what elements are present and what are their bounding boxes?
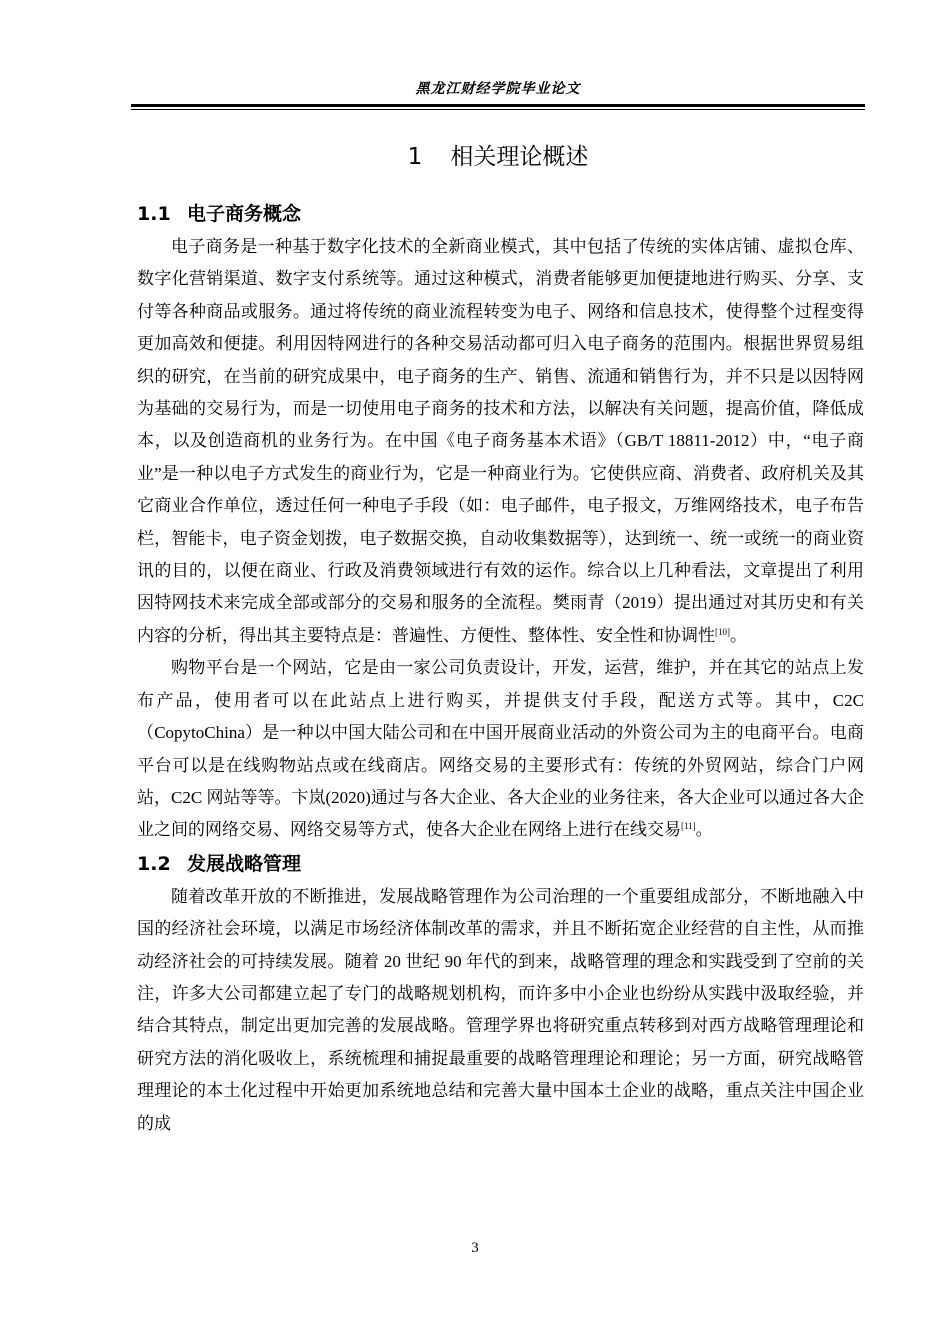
page-number: 3 bbox=[471, 1240, 479, 1256]
paragraph bbox=[137, 652, 864, 846]
body-content bbox=[137, 197, 864, 1140]
citation-ref: [11] bbox=[681, 821, 696, 832]
section-heading bbox=[137, 847, 864, 881]
section-title: 电子商务概念 bbox=[187, 203, 302, 225]
paragraph-text: 随着改革开放的不断推进，发展战略管理作为公司治理的一个重要组成部分，不断地融入中国的经济社会环境，以满足市场经济体制改革的需求，并且不断拓宽企业经营的自主性，从而推动经济社会的可持续发展。随着 20 世纪 90 年代的到来，战略管理的理念和实践受到了空前的关注，许多大公司都建立起了专门的战略规划机构，而许多中小企业也纷纷从实践中汲取经验，并结合其特点，制定出更加完善的发展战略。管理学界也将研究重点转移到对西方战略管理理论和研究方法的消化吸收上，系统梳理和捕捉最重要的战略管理理论和理论；另一方面，研究战略管理理论的本土化过程中开始更加系统地总结和完善大量中国本土企业的战略，重点关注中国企业的成 bbox=[137, 886, 864, 1133]
paragraph bbox=[137, 231, 864, 652]
chapter-number: 1 bbox=[407, 144, 423, 170]
section-heading bbox=[137, 197, 864, 231]
header-rule bbox=[131, 104, 865, 110]
running-header: 黑龙江财经学院毕业论文 bbox=[415, 81, 581, 97]
paragraph bbox=[137, 881, 864, 1140]
section-number: 1.2 bbox=[137, 852, 171, 875]
paragraph-end: 。 bbox=[695, 820, 713, 840]
chapter-title bbox=[131, 138, 865, 171]
section-title: 发展战略管理 bbox=[187, 852, 302, 875]
paragraph-text: 购物平台是一个网站，它是由一家公司负责设计，开发，运营，维护，并在其它的站点上发布产品，使用者可以在此站点上进行购买，并提供支付手段，配送方式等。其中，C2C （CopytoChina）是一种以中国大陆公司和在中国开展商业活动的外资公司为主的电商平台。电商平台可以是在线购物站点或在线商店。网络交易的主要形式有：传统的外贸网站，综合门户网站，C2C 网站等等。卞岚(2020)通过与各大企业、各大企业的业务往来，各大企业可以通过各大企业之间的网络交易、网络交易等方式，使各大企业在网络上进行在线交易 bbox=[137, 658, 864, 840]
chapter-title-text: 相关理论概述 bbox=[450, 144, 589, 170]
citation-ref: [10] bbox=[715, 626, 730, 637]
paragraph-text: 电子商务是一种基于数字化技术的全新商业模式，其中包括了传统的实体店铺、虚拟仓库、数字化营销渠道、数字支付系统等。通过这种模式，消费者能够更加便捷地进行购买、分享、支付等各种商品或服务。通过将传统的商业流程转变为电子、网络和信息技术，使得整个过程变得更加高效和便捷。利用因特网进行的各种交易活动都可归入电子商务的范围内。根据世界贸易组织的研究，在当前的研究成果中，电子商务的生产、销售、流通和销售行为，并不只是以因特网为基础的交易行为，而是一切使用电子商务的技术和方法，以解决有关问题，提高价值，降低成本，以及创造商机的业务行为。在中国《电子商务基本术语》（GB/T 18811-2012）中，“电子商业”是一种以电子方式发生的商业行为，它是一种商业行为。它使供应商、消费者、政府机关及其它商业合作单位，透过任何一种电子手段（如：电子邮件，电子报文，万维网络技术，电子布告栏，智能卡，电子资金划拨，电子数据交换，自动收集数据等），达到统一、统一或统一的商业资讯的目的，以便在商业、行政及消费领域进行有效的运作。综合以上几种看法，文章提出了利用因特网技术来完成全部或部分的交易和服务的全流程。樊雨青（2019）提出通过对其历史和有关内容的分析，得出其主要特点是：普遍性、方便性、整体性、安全性和协调性 bbox=[137, 237, 864, 645]
paragraph-end: 。 bbox=[730, 625, 747, 645]
section-number: 1.1 bbox=[137, 203, 171, 225]
